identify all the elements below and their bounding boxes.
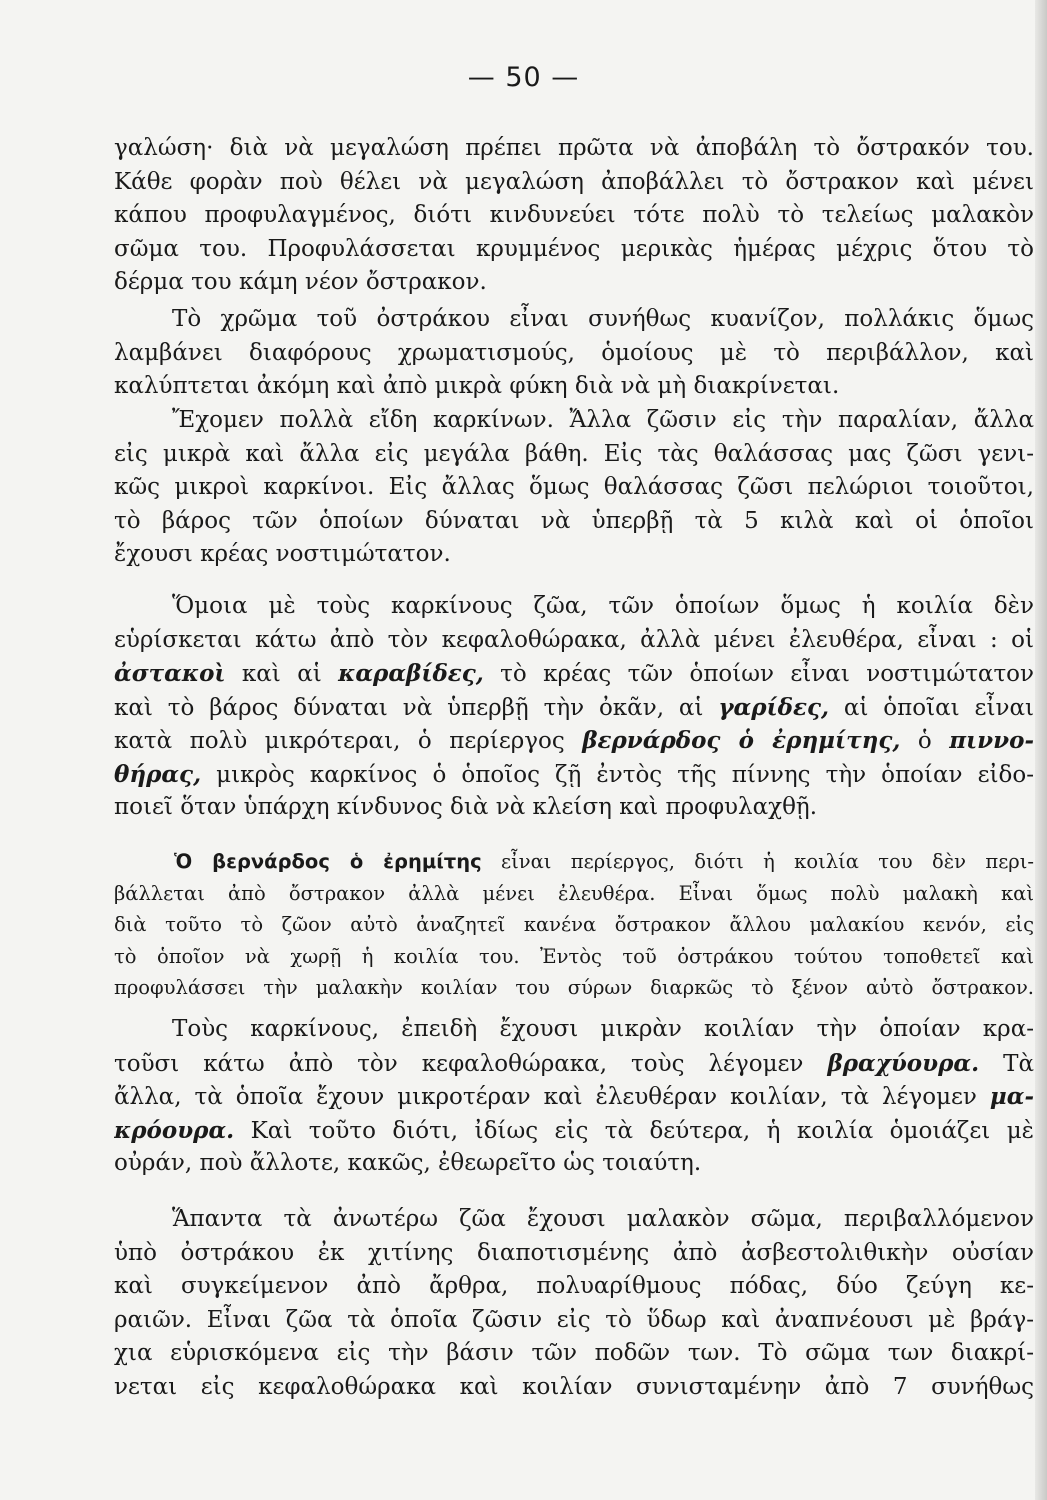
text-line: ραιῶν. Εἶναι ζῶα τὰ ὁποῖα ζῶσιν εἰς τὸ ὕδωρ καὶ ἀναπνέουσι μὲ βράγ- xyxy=(114,1306,1034,1333)
paragraph-3 xyxy=(114,404,1034,572)
text-line: Ἅπαντα τὰ ἀνωτέρω ζῶα ἔχουσι μαλακὸν σῶμα, περιβαλλόμενον xyxy=(172,1206,1034,1232)
text-fragment: τοῦσι κάτω ἀπὸ τὸν κεφαλοθώρακα, τοὺς λέγομεν xyxy=(114,1050,828,1077)
text-line xyxy=(114,657,1034,691)
text-line: προφυλάσσει τὴν μαλακὴν κοιλίαν του σύρων διαρκῶς τὸ ξένον αὐτὸ ὄστρακον. xyxy=(114,976,1034,999)
term-brachyoura: βραχύουρα. xyxy=(827,1049,980,1077)
text-line: Τὸ χρῶμα τοῦ ὀστράκου εἶναι συνήθως κυανίζον, πολλάκις ὅμως xyxy=(172,306,1034,332)
page-number: — 50 — xyxy=(467,62,580,93)
text-line xyxy=(114,1114,1034,1148)
page-edge xyxy=(1035,0,1047,1500)
paragraph-4 xyxy=(114,590,1034,825)
note-paragraph xyxy=(114,846,1034,1004)
term-astakoi: ἀστακοὶ xyxy=(114,660,226,687)
text-line xyxy=(114,691,1034,725)
term-garides: γαρίδες, xyxy=(718,693,829,721)
paragraph-5 xyxy=(114,1013,1034,1181)
text-fragment: ὁ xyxy=(900,728,950,754)
paragraph-1 xyxy=(114,132,1034,300)
text-fragment: εἶναι περίεργος, διότι ἡ κοιλία του δὲν περι- xyxy=(481,850,1034,873)
text-line: Ὅμοια μὲ τοὺς καρκίνους ζῶα, τῶν ὁποίων ὅμως ἡ κοιλία δὲν xyxy=(172,593,1034,619)
paragraph-6 xyxy=(114,1203,1034,1404)
text-fragment: ἄλλα, τὰ ὁποῖα ἔχουν μικροτέραν καὶ ἐλευθέραν κοιλίαν, τὰ λέγομεν xyxy=(114,1084,990,1110)
text-line xyxy=(114,846,1034,878)
text-line: ὑπὸ ὀστράκου ἐκ χιτίνης διαποτισμένης ἀπὸ ἀσβεστολιθικὴν οὐσίαν xyxy=(114,1239,1034,1266)
text-line: καὶ συγκείμενον ἀπὸ ἄρθρα, πολυαρίθμους πόδας, δύο ζεύγη κε- xyxy=(114,1273,1034,1299)
note-term: Ὁ βερνάρδος ὁ ἐρημίτης xyxy=(174,850,482,873)
text-line: κάπου προφυλαγμένος, διότι κινδυνεύει τότε πολὺ τὸ τελείως μαλακὸν xyxy=(114,202,1034,228)
text-line xyxy=(114,1080,1034,1114)
term-makroura: μα- xyxy=(989,1083,1034,1110)
text-fragment: αἱ ὁποῖαι εἶναι xyxy=(828,694,1034,721)
text-fragment: Καὶ τοῦτο διότι, ἰδίως εἰς τὰ δεύτερα, ἡ κοιλία ὁμοιάζει μὲ xyxy=(234,1117,1034,1144)
text-line: χια εὑρισκόμενα εἰς τὴν βάσιν τῶν ποδῶν των. Τὸ σῶμα των διακρί- xyxy=(114,1340,1034,1366)
text-line: διὰ τοῦτο τὸ ζῶον αὐτὸ ἀναζητεῖ κανένα ὄστρακον ἄλλου μαλακίου κενόν, εἰς xyxy=(114,913,1034,936)
term-pinnotheras: πιννο- xyxy=(949,727,1034,754)
text-line: σῶμα του. Προφυλάσσεται κρυμμένος μερικὰς ἡμέρας μέχρις ὅτου τὸ xyxy=(114,235,1034,262)
text-line xyxy=(114,1047,1034,1081)
term-makroura-cont: κρόουρα. xyxy=(114,1116,235,1144)
text-line: εὑρίσκεται κάτω ἀπὸ τὸν κεφαλοθώρακα, ἀλλὰ μένει ἐλευθέρα, εἶναι : οἱ xyxy=(114,626,1034,653)
text-fragment: καὶ τὸ βάρος δύναται νὰ ὑπερβῇ τὴν ὀκᾶν, αἱ xyxy=(114,694,719,721)
text-fragment: μικρὸς καρκίνος ὁ ὁποῖος ζῇ ἐντὸς τῆς πίννης τὴν ὁποίαν εἰδο- xyxy=(201,761,1034,788)
text-line: Ἔχομεν πολλὰ εἴδη καρκίνων. Ἄλλα ζῶσιν εἰς τὴν παραλίαν, ἄλλα xyxy=(172,407,1034,433)
text-line: οὐράν, ποὺ ἄλλοτε, κακῶς, ἐθεωρεῖτο ὡς τοιαύτη. xyxy=(114,1150,702,1176)
term-pinnotheras-cont: θήρας, xyxy=(114,760,202,788)
text-line: κῶς μικροὶ καρκίνοι. Εἰς ἄλλας ὅμως θαλάσσας ζῶσι πελώριοι τοιοῦτοι, xyxy=(114,474,1034,500)
text-line: τὸ βάρος τῶν ὁποίων δύναται νὰ ὑπερβῇ τὰ 5 κιλὰ καὶ οἱ ὁποῖοι xyxy=(114,507,1034,534)
text-line: Τοὺς καρκίνους, ἐπειδὴ ἔχουσι μικρὰν κοιλίαν τὴν ὁποίαν κρα- xyxy=(172,1016,1034,1042)
text-line xyxy=(114,724,1034,758)
text-line xyxy=(114,758,1034,792)
text-line: Κάθε φορὰν ποὺ θέλει νὰ μεγαλώση ἀποβάλλει τὸ ὄστρακον καὶ μένει xyxy=(114,168,1034,195)
text-fragment: τὸ κρέας τῶν ὁποίων εἶναι νοστιμώτατον xyxy=(483,661,1034,687)
text-line: νεται εἰς κεφαλοθώρακα καὶ κοιλίαν συνισταμένην ἀπὸ 7 συνήθως xyxy=(114,1373,1034,1400)
text-line: καλύπτεται ἀκόμη καὶ ἀπὸ μικρὰ φύκη διὰ νὰ μὴ διακρίνεται. xyxy=(114,373,840,399)
text-line: εἰς μικρὰ καὶ ἄλλα εἰς μεγάλα βάθη. Εἰς τὰς θαλάσσας μας ζῶσι γενι- xyxy=(114,440,1034,467)
term-bernardos: βερνάρδος ὁ ἐρημίτης, xyxy=(582,727,901,754)
term-karavides: καραβίδες, xyxy=(338,660,484,687)
text-line: ποιεῖ ὅταν ὑπάρχη κίνδυνος διὰ νὰ κλείση καὶ προφυλαχθῇ. xyxy=(114,794,818,820)
text-fragment: καὶ αἱ xyxy=(225,661,339,687)
text-line: τὸ ὁποῖον νὰ χωρῇ ἡ κοιλία του. Ἐντὸς τοῦ ὀστράκου τούτου τοποθετεῖ καὶ xyxy=(114,944,1034,968)
text-line: ἔχουσι κρέας νοστιμώτατον. xyxy=(114,541,451,567)
text-fragment: Τὰ xyxy=(979,1050,1034,1077)
text-line: βάλλεται ἀπὸ ὄστρακον ἀλλὰ μένει ἐλευθέρα. Εἶναι ὅμως πολὺ μαλακὴ καὶ xyxy=(114,881,1034,905)
paragraph-2 xyxy=(114,303,1034,404)
text-line: γαλώση· διὰ νὰ μεγαλώση πρέπει πρῶτα νὰ ἀποβάλη τὸ ὄστρακόν του. xyxy=(114,135,1034,161)
text-line: δέρμα του κάμη νέον ὄστρακον. xyxy=(114,269,487,295)
text-line: λαμβάνει διαφόρους χρωματισμούς, ὁμοίους μὲ τὸ περιβάλλον, καὶ xyxy=(114,339,1034,366)
text-fragment: κατὰ πολὺ μικρότεραι, ὁ περίεργος xyxy=(114,728,583,754)
